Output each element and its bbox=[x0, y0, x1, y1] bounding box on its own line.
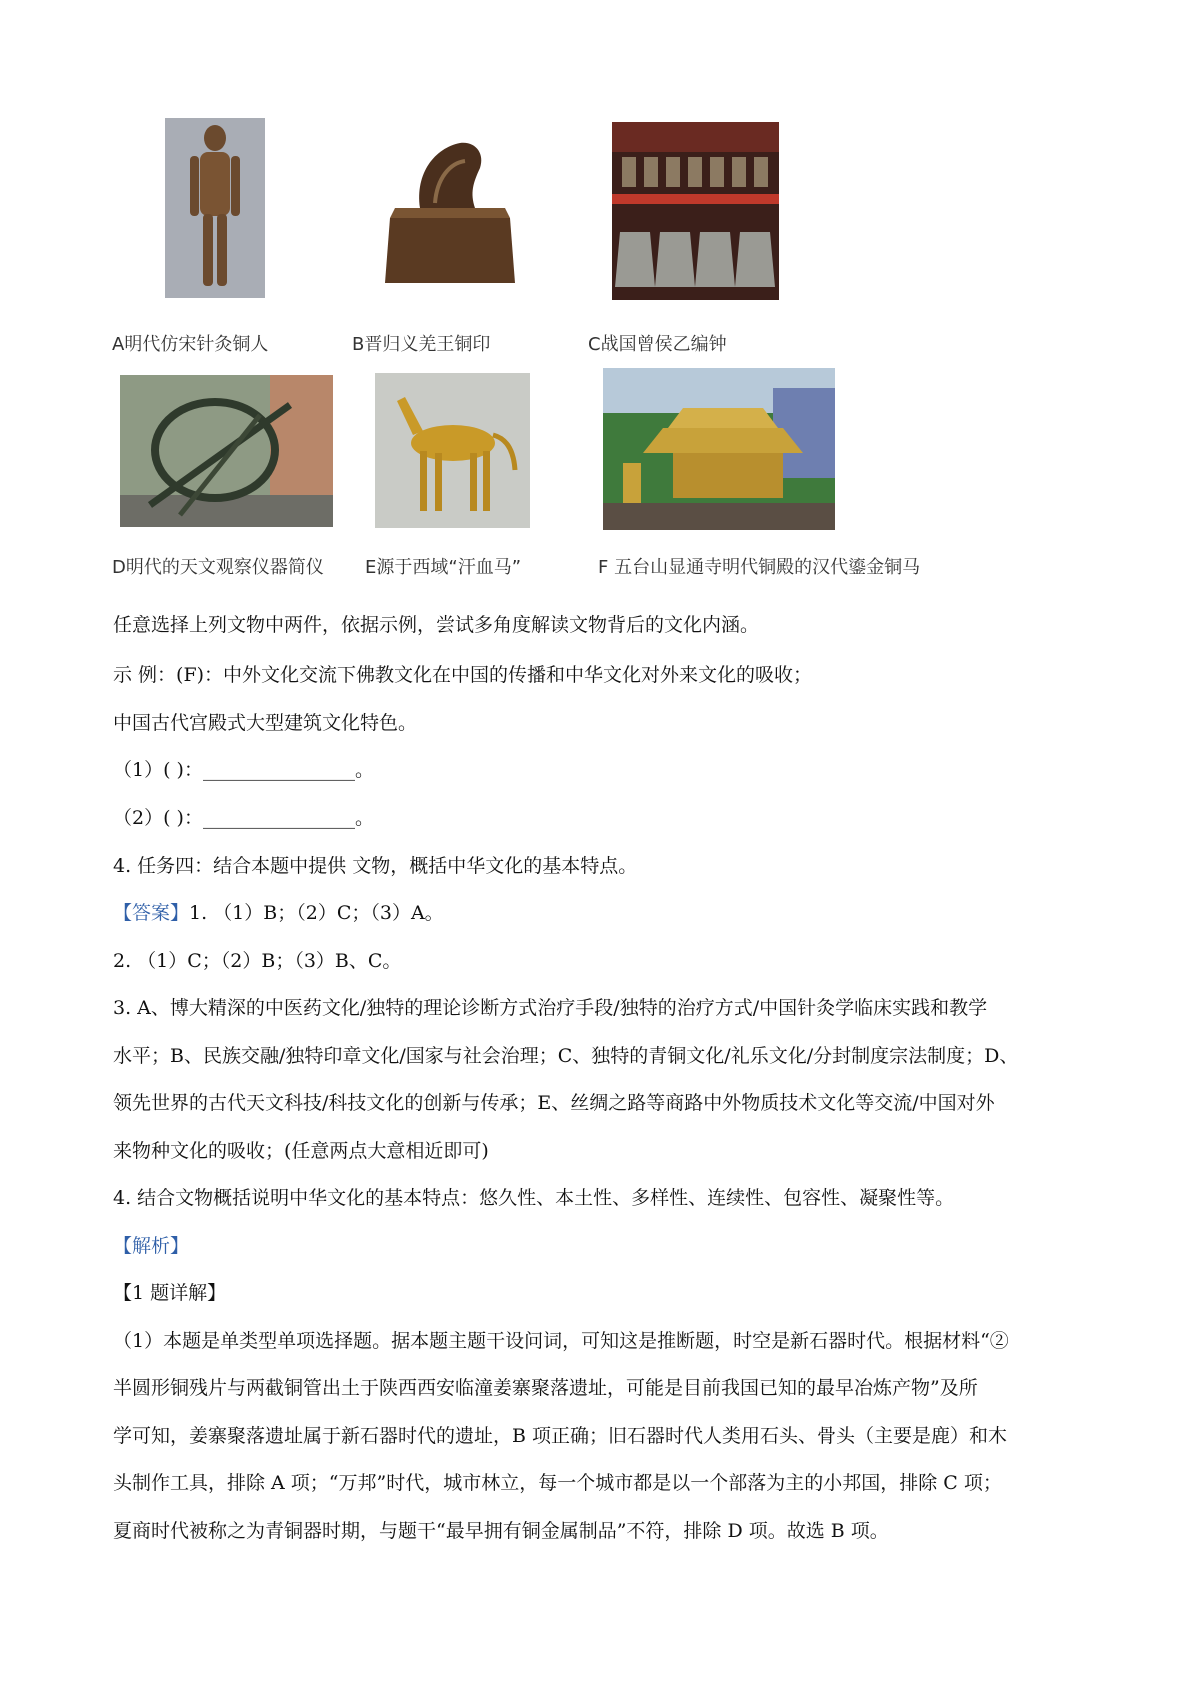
caption-d: D明代的天文观察仪器简仪 bbox=[112, 557, 324, 578]
answer-3-line-3: 领先世界的古代天文科技/科技文化的创新与传承；E、丝绸之路等商路中外物质技术文化等交流/中国对外 bbox=[113, 1092, 995, 1114]
analysis-tag: 【解析】 bbox=[113, 1235, 190, 1257]
answer-3-line-2: 水平；B、民族交融/独特印章文化/国家与社会治理；C、独特的青铜文化/礼乐文化/分封制度宗法制度；D、 bbox=[113, 1045, 1019, 1067]
caption-c: C战国曾侯乙编钟 bbox=[588, 334, 727, 355]
answer-4: 4. 结合文物概括说明中华文化的基本特点：悠久性、本土性、多样性、连续性、包容性、凝聚性等。 bbox=[113, 1187, 955, 1209]
answer-line bbox=[113, 900, 444, 926]
answer-3-line-4: 来物种文化的吸收；(任意两点大意相近即可) bbox=[113, 1140, 489, 1162]
image-bianzhong-bells bbox=[612, 122, 779, 300]
detail-line-3: 学可知，姜寨聚落遗址属于新石器时代的遗址，B 项正确；旧石器时代人类用石头、骨头（主要是鹿）和木 bbox=[113, 1425, 1008, 1447]
detail-line-2: 半圆形铜残片与两截铜管出土于陕西西安临潼姜寨聚落遗址，可能是目前我国已知的最早冶炼产物”及所 bbox=[113, 1377, 978, 1399]
caption-f: F 五台山显通寺明代铜殿的汉代鎏金铜马 bbox=[598, 557, 921, 578]
blank-line-1: （1）( )：________________。 bbox=[113, 759, 374, 781]
image-astronomical-instrument bbox=[120, 375, 333, 527]
detail-line-4: 头制作工具，排除 A 项；“万邦”时代，城市林立，每一个城市都是以一个部落为主的小邦国，排除 C 项； bbox=[113, 1472, 1002, 1494]
detail-line-5: 夏商时代被称之为青铜器时期，与题干“最早拥有铜金属制品”不符，排除 D 项。故选 B 项。 bbox=[113, 1520, 889, 1542]
caption-b: B晋归义羌王铜印 bbox=[352, 334, 491, 355]
blank-line-2: （2）( )：________________。 bbox=[113, 807, 374, 829]
example-line-2: 中国古代宫殿式大型建筑文化特色。 bbox=[113, 712, 418, 734]
image-bronze-seal bbox=[375, 123, 525, 298]
answer-2: 2. （1）C；（2）B；（3）B、C。 bbox=[113, 950, 402, 972]
instruction-text: 任意选择上列文物中两件，依据示例，尝试多角度解读文物背后的文化内涵。 bbox=[113, 614, 760, 636]
example-line-1: 示 例：(F)：中外文化交流下佛教文化在中国的传播和中华文化对外来文化的吸收； bbox=[113, 664, 813, 686]
caption-a: A明代仿宋针灸铜人 bbox=[112, 334, 269, 355]
detail-heading: 【1 题详解】 bbox=[113, 1282, 227, 1304]
image-golden-horse bbox=[375, 373, 530, 528]
answer-3-line-1: 3. A、博大精深的中医药文化/独特的理论诊断方式治疗手段/独特的治疗方式/中国针灸学临床实践和教学 bbox=[113, 997, 988, 1019]
image-golden-temple-hall bbox=[603, 368, 835, 530]
answer-tag: 【答案】 bbox=[113, 902, 190, 924]
image-acupuncture-bronze-figure bbox=[165, 118, 265, 298]
answer-1: 1. （1）B；（2）C；（3）A。 bbox=[189, 902, 444, 924]
caption-e: E源于西域“汗血马” bbox=[365, 557, 522, 578]
detail-line-1: （1）本题是单类型单项选择题。据本题主题干设问词，可知这是推断题，时空是新石器时代。根据材料“② bbox=[113, 1330, 1009, 1352]
task-four: 4. 任务四：结合本题中提供 文物，概括中华文化的基本特点。 bbox=[113, 855, 638, 877]
